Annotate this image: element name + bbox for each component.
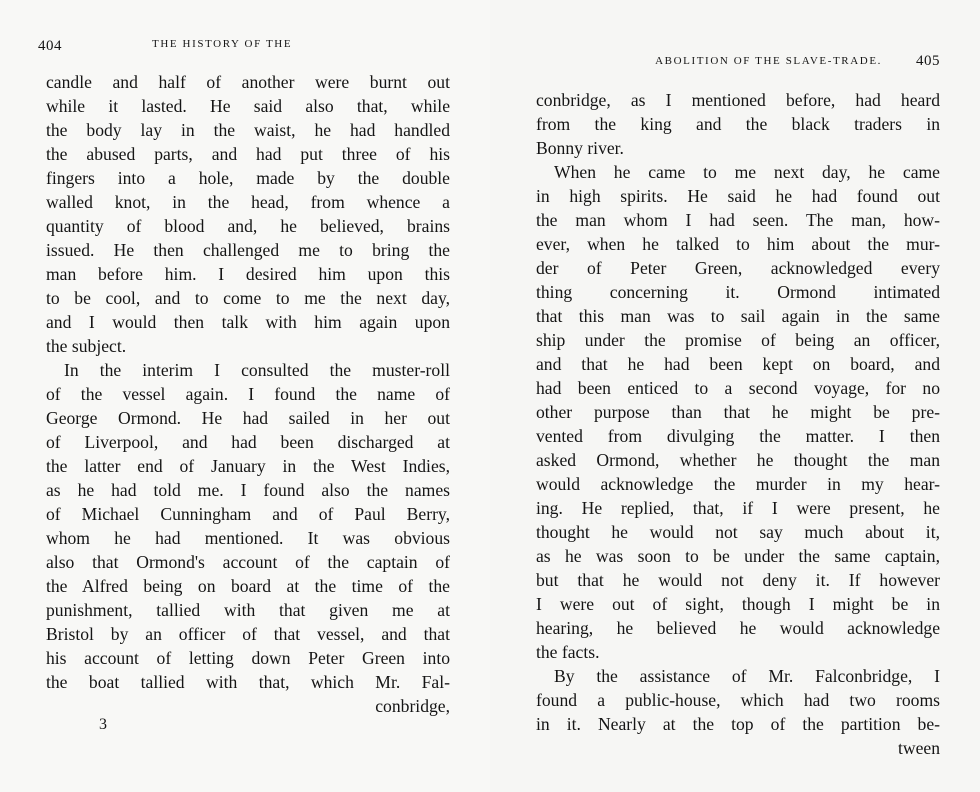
text-line: In the interim I consulted the muster-roll bbox=[64, 360, 450, 380]
text-line: of Michael Cunningham and of Paul Berry, bbox=[46, 504, 450, 524]
text-line: had been enticed to a second voyage, for no bbox=[536, 378, 940, 398]
text-line: Bonny river. bbox=[536, 138, 624, 158]
text-line: fingers into a hole, made by the double bbox=[46, 168, 450, 188]
text-line: as he was soon to be under the same captain, bbox=[536, 546, 940, 566]
text-line: walled knot, in the head, from whence a bbox=[46, 192, 450, 212]
text-line: in high spirits. He said he had found out bbox=[536, 186, 940, 206]
text-line: man before him. I desired him upon this bbox=[46, 264, 450, 284]
text-line: the man whom I had seen. The man, how- bbox=[536, 210, 940, 230]
text-line: hearing, he believed he would acknowledge bbox=[536, 618, 940, 638]
text-line: asked Ormond, whether he thought the man bbox=[536, 450, 940, 470]
text-line: issued. He then challenged me to bring the bbox=[46, 240, 450, 260]
text-line: of Liverpool, and had been discharged at bbox=[46, 432, 450, 452]
right-page-text bbox=[536, 88, 940, 760]
text-line: ever, when he talked to him about the mur- bbox=[536, 234, 940, 254]
text-line: the boat tallied with that, which Mr. Fal- bbox=[46, 672, 450, 692]
text-line: would acknowledge the murder in my hear- bbox=[536, 474, 940, 494]
text-line: thing concerning it. Ormond intimated bbox=[536, 282, 940, 302]
text-line: from the king and the black traders in bbox=[536, 114, 940, 134]
text-line: ship under the promise of being an officer, bbox=[536, 330, 940, 350]
text-line: thought he would not say much about it, bbox=[536, 522, 940, 542]
text-line: the latter end of January in the West Indies, bbox=[46, 456, 450, 476]
text-line: also that Ormond's account of the captain of bbox=[46, 552, 450, 572]
text-line: vented from divulging the matter. I then bbox=[536, 426, 940, 446]
left-page-number: 404 bbox=[38, 38, 62, 54]
text-line: while it lasted. He said also that, while bbox=[46, 96, 450, 116]
left-running-head: THE HISTORY OF THE bbox=[152, 38, 293, 50]
right-running-head: ABOLITION OF THE SLAVE-TRADE. bbox=[655, 55, 882, 67]
text-line: conbridge, as I mentioned before, had heard bbox=[536, 90, 940, 110]
text-line: of the vessel again. I found the name of bbox=[46, 384, 450, 404]
text-line: to be cool, and to come to me the next day, bbox=[46, 288, 450, 308]
text-line: the Alfred being on board at the time of the bbox=[46, 576, 450, 596]
text-line: When he came to me next day, he came bbox=[554, 162, 940, 182]
text-line: and that he had been kept on board, and bbox=[536, 354, 940, 374]
text-line: I were out of sight, though I might be in bbox=[536, 594, 940, 614]
signature-mark: 3 bbox=[99, 716, 107, 733]
text-line: whom he had mentioned. It was obvious bbox=[46, 528, 450, 548]
text-line: that this man was to sail again in the same bbox=[536, 306, 940, 326]
text-line: as he had told me. I found also the names bbox=[46, 480, 450, 500]
text-line: the facts. bbox=[536, 642, 600, 662]
text-line: found a public-house, which had two rooms bbox=[536, 690, 940, 710]
text-line: ing. He replied, that, if I were present, he bbox=[536, 498, 940, 518]
text-line: By the assistance of Mr. Falconbridge, I bbox=[554, 666, 940, 686]
text-line: and I would then talk with him again upon bbox=[46, 312, 450, 332]
text-line: punishment, tallied with that given me at bbox=[46, 600, 450, 620]
text-line: in it. Nearly at the top of the partition be- bbox=[536, 714, 940, 734]
text-line: his account of letting down Peter Green into bbox=[46, 648, 450, 668]
text-line: the body lay in the waist, he had handled bbox=[46, 120, 450, 140]
text-line: other purpose than that he might be pre- bbox=[536, 402, 940, 422]
text-line: Bristol by an officer of that vessel, and that bbox=[46, 624, 450, 644]
left-page-text bbox=[46, 70, 450, 718]
right-page-number: 405 bbox=[916, 53, 940, 69]
text-line: George Ormond. He had sailed in her out bbox=[46, 408, 450, 428]
text-line: quantity of blood and, he believed, brains bbox=[46, 216, 450, 236]
text-line: the subject. bbox=[46, 336, 127, 356]
text-line: candle and half of another were burnt out bbox=[46, 72, 450, 92]
text-line: der of Peter Green, acknowledged every bbox=[536, 258, 940, 278]
text-line: conbridge, bbox=[375, 696, 450, 716]
text-line: the abused parts, and had put three of his bbox=[46, 144, 450, 164]
right-page bbox=[490, 0, 980, 792]
text-line: tween bbox=[897, 738, 940, 758]
text-line: but that he would not deny it. If however bbox=[536, 570, 940, 590]
